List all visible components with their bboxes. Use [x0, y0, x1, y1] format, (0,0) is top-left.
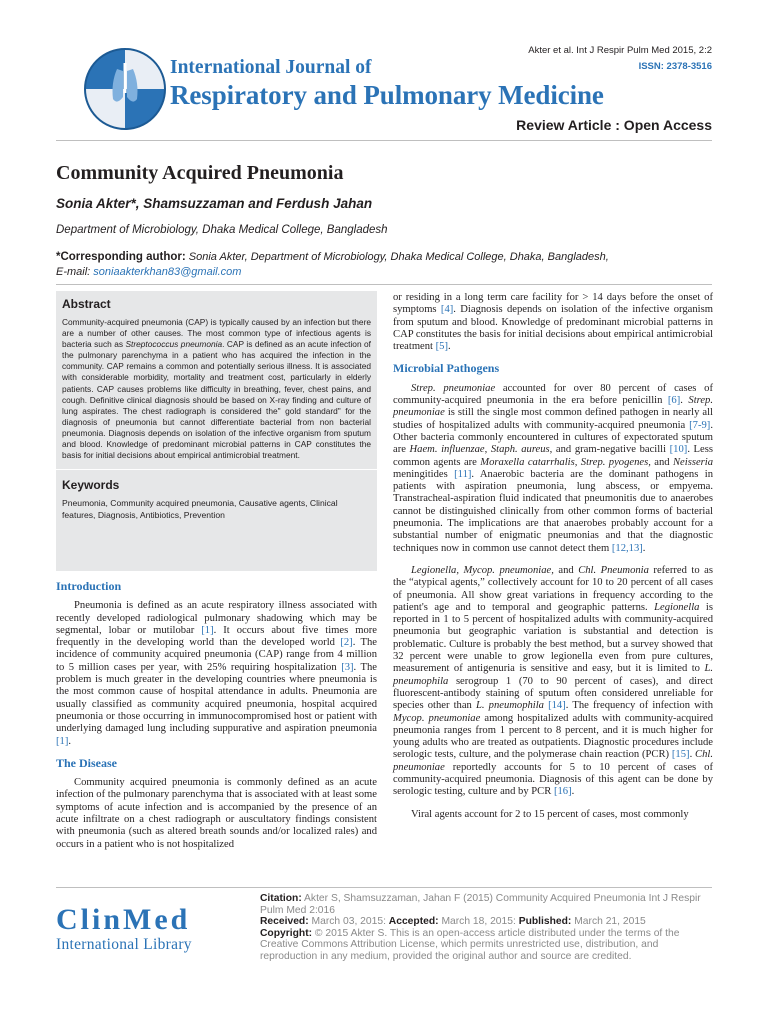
right-column — [393, 292, 713, 821]
ref-link[interactable]: [3] — [341, 661, 354, 673]
email-label: E-mail: — [56, 266, 91, 278]
ref-link[interactable]: [6] — [667, 395, 681, 407]
footer-citation: Citation: Akter S, Shamsuzzaman, Jahan F (2015) Community Acquired Pneumonia Int J Respir Pulm Med 2:016 — [260, 893, 701, 916]
keywords-text: Pneumonia, Community acquired pneumonia, Causative agents, Clinical features, Diagnosis, Antibiotics, Prevention — [62, 498, 338, 520]
keywords-heading: Keywords — [62, 478, 120, 493]
publisher-logo — [56, 905, 192, 954]
article-title: Community Acquired Pneumonia — [56, 162, 344, 184]
left-column — [56, 580, 377, 851]
continued-paragraph: or residing in a long term care facility for > 14 days before the onset of symptoms [4]. Diagnosis depends on isolation of the infective organism from sputum and blood. Knowledge of predominant microbial patterns in CAP constitutes the basis for initial decisions about empirical antimicrobial treatment [5]. — [393, 292, 714, 353]
article-authors: Sonia Akter*, Shamsuzzaman and Ferdush Jahan — [56, 196, 373, 211]
ref-link[interactable]: [1] — [201, 624, 214, 636]
corresponding-author — [56, 250, 712, 280]
ref-link[interactable]: [4] — [440, 304, 454, 316]
ref-link[interactable]: [10] — [669, 444, 688, 456]
header-citation: Akter et al. Int J Respir Pulm Med 2015, 2:2 — [528, 45, 712, 56]
publisher-name: ClinMed — [56, 903, 191, 936]
footer-info — [260, 893, 715, 963]
disease-paragraph: Community acquired pneumonia is commonly defined as an acute infection of the pulmonary parenchyma that is associated with at least some symptoms of acute infection and is accompanied by the presence of an acute infiltrate on a chest radiograph or auscultatory findings consistent with pneumonia (such as altered breath sounds and/or localized rales) and occurs in a patient who is not hospitalized — [56, 777, 377, 850]
article-type: Review Article : Open Access — [516, 117, 712, 133]
journal-logo — [83, 47, 167, 131]
email-link[interactable]: soniaakterkhan83@gmail.com — [93, 266, 242, 278]
ref-link[interactable]: [16] — [553, 786, 572, 798]
abstract-box — [56, 291, 377, 571]
microbial-heading: Microbial Pathogens — [393, 361, 500, 376]
footer-dates: Received: March 03, 2015: Accepted: March 18, 2015: Published: March 21, 2015 — [260, 916, 646, 928]
abstract-text: Community-acquired pneumonia (CAP) is typically caused by an infection but there are a number of other causes. The most common type of infectious agents is bacteria such as Streptococcus pneumonia. CAP is defined as an acute infection of the pulmonary parenchyma in a patient who has acquired the infection in the community. CAP remains a common and potentially serious illness. It is associated with considerable morbidity, mortality and treatment cost, particularly in elderly patients. CAP causes problems like difficulty in breathing, fever, chest pains, and cough. Definitive clinical diagnosis should be based on X-ray finding and culture of lung aspirates. The chest radiograph is considered the" gold standard" for the diagnosis of pneumonia but cannot differentiate bacterial from non bacterial pneumonia. Diagnosis depends on isolation of the infective organism from sputum and blood. Knowledge of predominant microbial patterns in CAP constitutes the basis for initial decisions about empirical antimicrobial treatment. — [62, 317, 372, 461]
introduction-heading: Introduction — [56, 579, 122, 593]
corr-text: Sonia Akter, Department of Microbiology, Dhaka Medical College, Dhaka, Bangladesh, — [185, 251, 609, 263]
publisher-subtitle: International Library — [56, 936, 192, 953]
ref-link[interactable]: [1] — [56, 735, 69, 747]
viral-paragraph: Viral agents account for 2 to 15 percent of cases, most commonly — [411, 808, 689, 820]
ref-link[interactable]: [11] — [454, 468, 472, 480]
keywords-divider — [56, 469, 377, 470]
ref-link[interactable]: [12,13] — [611, 542, 643, 554]
ref-link[interactable]: [5] — [435, 341, 449, 353]
ref-link[interactable]: [2] — [340, 637, 353, 649]
footer-divider — [56, 887, 712, 888]
introduction-paragraph: Pneumonia is defined as an acute respiratory illness associated with recently developed radiological pulmonary shadowing which may be segmental, lobar or mutilobar [1]. It occurs about five times more frequently in the developing world than the developed world [2]. The incidence of community acquired pneumonia (CAP) range from 4 million to 5 million cases per year, with 25% requiring hospitalization [3]. The problem is much greater in the developing countries where pneumonia is the most common cause of hospital attendance in adults. Pneumonia are usually classified as community acquired pneumonia, hospital acquired pneumonia or those occurring in immunocompromised host or patient with underlying damaged lung including suppurative and aspiration pneumonia [1]. — [56, 600, 377, 747]
atypical-paragraph: Legionella, Mycop. pneumoniae, and Chl. Pneumonia referred to as the “atypical agents,” collectively account for 10 to 20 percent of all cases of pneumonia. All show great variations in frequency according to the patient's age and to temporal and geographic patterns. Legionella is reported in 1 to 5 percent of hospitalized adults with community-acquired pneumonia but geographic variation is substantial and detection is problematic. Culture is probably the best method, but a survey showed that 32 percent were unable to grow legionella even from pure cultures, measurement of antigenuria is sensitive and easy, but it is limited to L. pneumophila serogroup 1 (70 to 90 percent of cases), and direct fluorescent-antibody staining of sputum often considered unreliable for species other than L. pneumophila [14]. The frequency of infection with Mycop. pneumoniae among hospitalized adults with community-acquired pneumonia ranges from 1 percent to 8 percent, and it is much higher for young adults who are treated as outpatients. Diagnostic procedures include serologic tests, culture, and the polymerase chain reaction (PCR) [15]. Chl. pneumoniae reportedly accounts for 5 to 10 percent of cases of community-acquired pneumonia. Diagnosis of this agent can be done by serologic testing, culture and by PCR [16]. — [393, 564, 713, 798]
ref-link[interactable]: [15] — [671, 749, 690, 761]
author-affiliation: Department of Microbiology, Dhaka Medical College, Bangladesh — [56, 224, 388, 236]
corr-label: *Corresponding author: — [56, 251, 186, 263]
ref-link[interactable]: [14] — [548, 700, 566, 712]
disease-heading: The Disease — [56, 755, 117, 770]
journal-name-line1: International Journal of — [170, 57, 372, 78]
ref-link[interactable]: [7-9] — [689, 419, 711, 431]
abstract-heading: Abstract — [62, 297, 111, 311]
journal-name-line2: Respiratory and Pulmonary Medicine — [170, 80, 604, 110]
issn-label: ISSN: 2378-3516 — [638, 61, 712, 72]
corr-divider — [56, 284, 712, 285]
header-divider — [56, 140, 712, 141]
footer-copyright: Copyright: © 2015 Akter S. This is an open-access article distributed under the terms of the Creative Commons Attribution License, which permits unrestricted use, distribution, and reproduction in any medium, provided the original author and source are credited. — [260, 927, 680, 962]
microbial-paragraph: Strep. pneumoniae accounted for over 80 percent of cases of community-acquired pneumonia in the era before penicillin [6]. Strep. pneumoniae is still the single most common defined pathogen in nearly all studies of hospitalized adults with community-acquired pneumonia [7-9]. Other bacteria commonly encountered in cultures of expectorated sputum are Haem. influenzae, Staph. aureus, and gram-negative bacilli [10]. Less common agents are Moraxella catarrhalis, Strep. pyogenes, and Neisseria meningitides [11]. Anaerobic bacteria are the dominant pathogens in patients with aspiration pneumonia, lung abscess, or empyema. Transtracheal-aspiration fluid indicated that pneumonitis due to anaerobes cannot be distinguished clinically from other common forms of bacterial pneumonia. The implications are that anaerobes probably account for a substantial number of enigmatic pneumonias and that the diagnostic techniques now in common use cannot detect them [12,13]. — [393, 382, 714, 554]
